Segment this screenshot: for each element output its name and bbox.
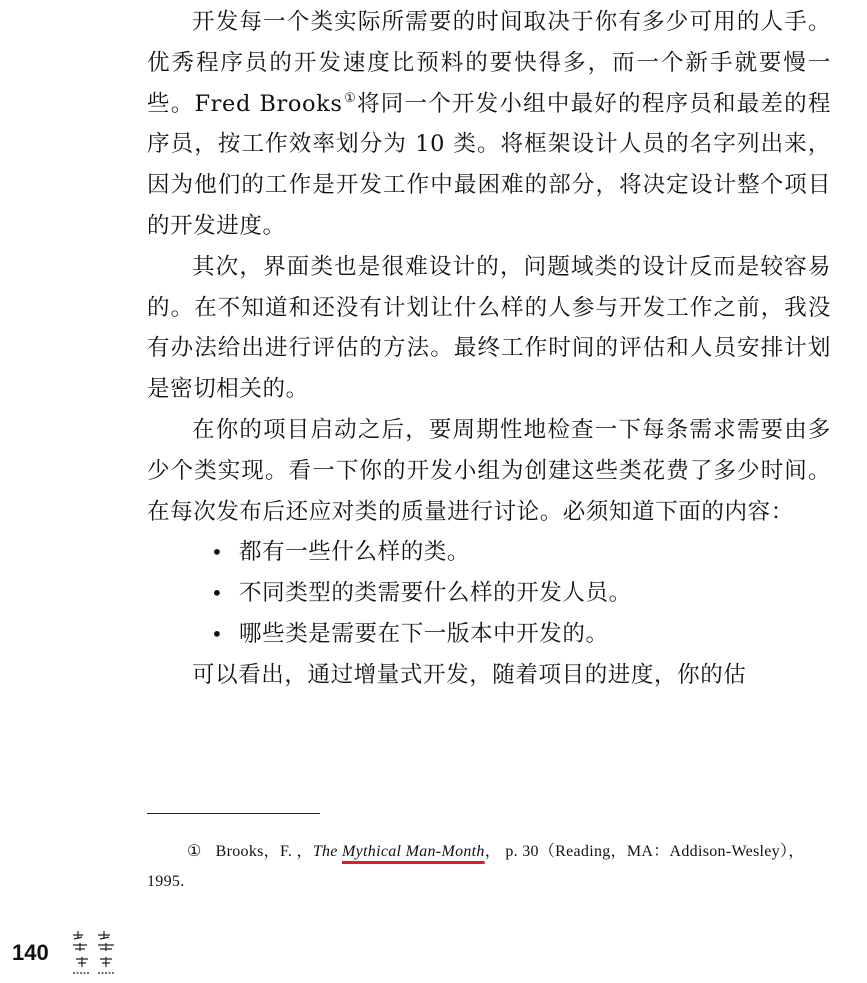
- list-item-text: 都有一些什么样的类。: [239, 539, 471, 566]
- list-item: [209, 614, 831, 655]
- footnote-title-prefix: The: [312, 843, 343, 860]
- body-text: [147, 2, 831, 696]
- paragraph-1-text-continued: 将同一个开发小组中最好的程序员和最差的程序员，按工作效率划分为 10 类。将框架设计人员的名字列出来，因为他们的工作是开发工作中最困难的部分，将决定设计整个项目的开发进度。: [147, 90, 831, 239]
- list-item-text: 哪些类是需要在下一版本中开发的。: [239, 620, 609, 647]
- paragraph-1-text: 开发每一个类实际所需要的时间取决于你有多少可用的人手。优秀程序员的开发速度比预料的要快得多，而一个新手就要慢一些。Fred Brooks: [147, 9, 831, 117]
- paragraph-2: 其次，界面类也是很难设计的，问题域类的设计反而是较容易的。在不知道和还没有计划让什么样的人参与开发工作之前，我没有办法给出进行评估的方法。最终工作时间的评估和人员安排计划是密切相关的。: [147, 253, 831, 403]
- paragraph-3: 在你的项目启动之后，要周期性地检查一下每条需求需要由多少个类实现。看一下你的开发小组为创建这些类花费了多少时间。在每次发布后还应对类的质量进行讨论。必须知道下面的内容：: [147, 416, 831, 525]
- page-number: 140: [12, 940, 49, 965]
- footnote-mark: ①: [187, 843, 202, 860]
- list-item: [209, 532, 831, 573]
- footnote: [147, 837, 831, 897]
- bullet-list: [147, 532, 831, 654]
- bullet-icon: •: [211, 540, 224, 565]
- footnote-citation-details: ， p. 30（Reading，MA：Addison-Wesley），1995.: [147, 843, 805, 890]
- bullet-icon: •: [211, 581, 224, 606]
- list-item: [209, 573, 831, 614]
- paragraph-1: [147, 2, 831, 247]
- list-item-text: 不同类型的类需要什么样的开发人员。: [239, 580, 632, 607]
- footnote-book-title[interactable]: Mythical Man-Month: [342, 843, 485, 860]
- footnote-divider: [147, 813, 320, 814]
- footnote-reference[interactable]: ①: [343, 90, 358, 106]
- running-header-mark-icon: [70, 929, 120, 977]
- bullet-icon: •: [211, 621, 224, 646]
- footnote-author: Brooks，F. ，: [215, 843, 313, 860]
- paragraph-4: 可以看出，通过增量式开发，随着项目的进度，你的估: [192, 661, 747, 688]
